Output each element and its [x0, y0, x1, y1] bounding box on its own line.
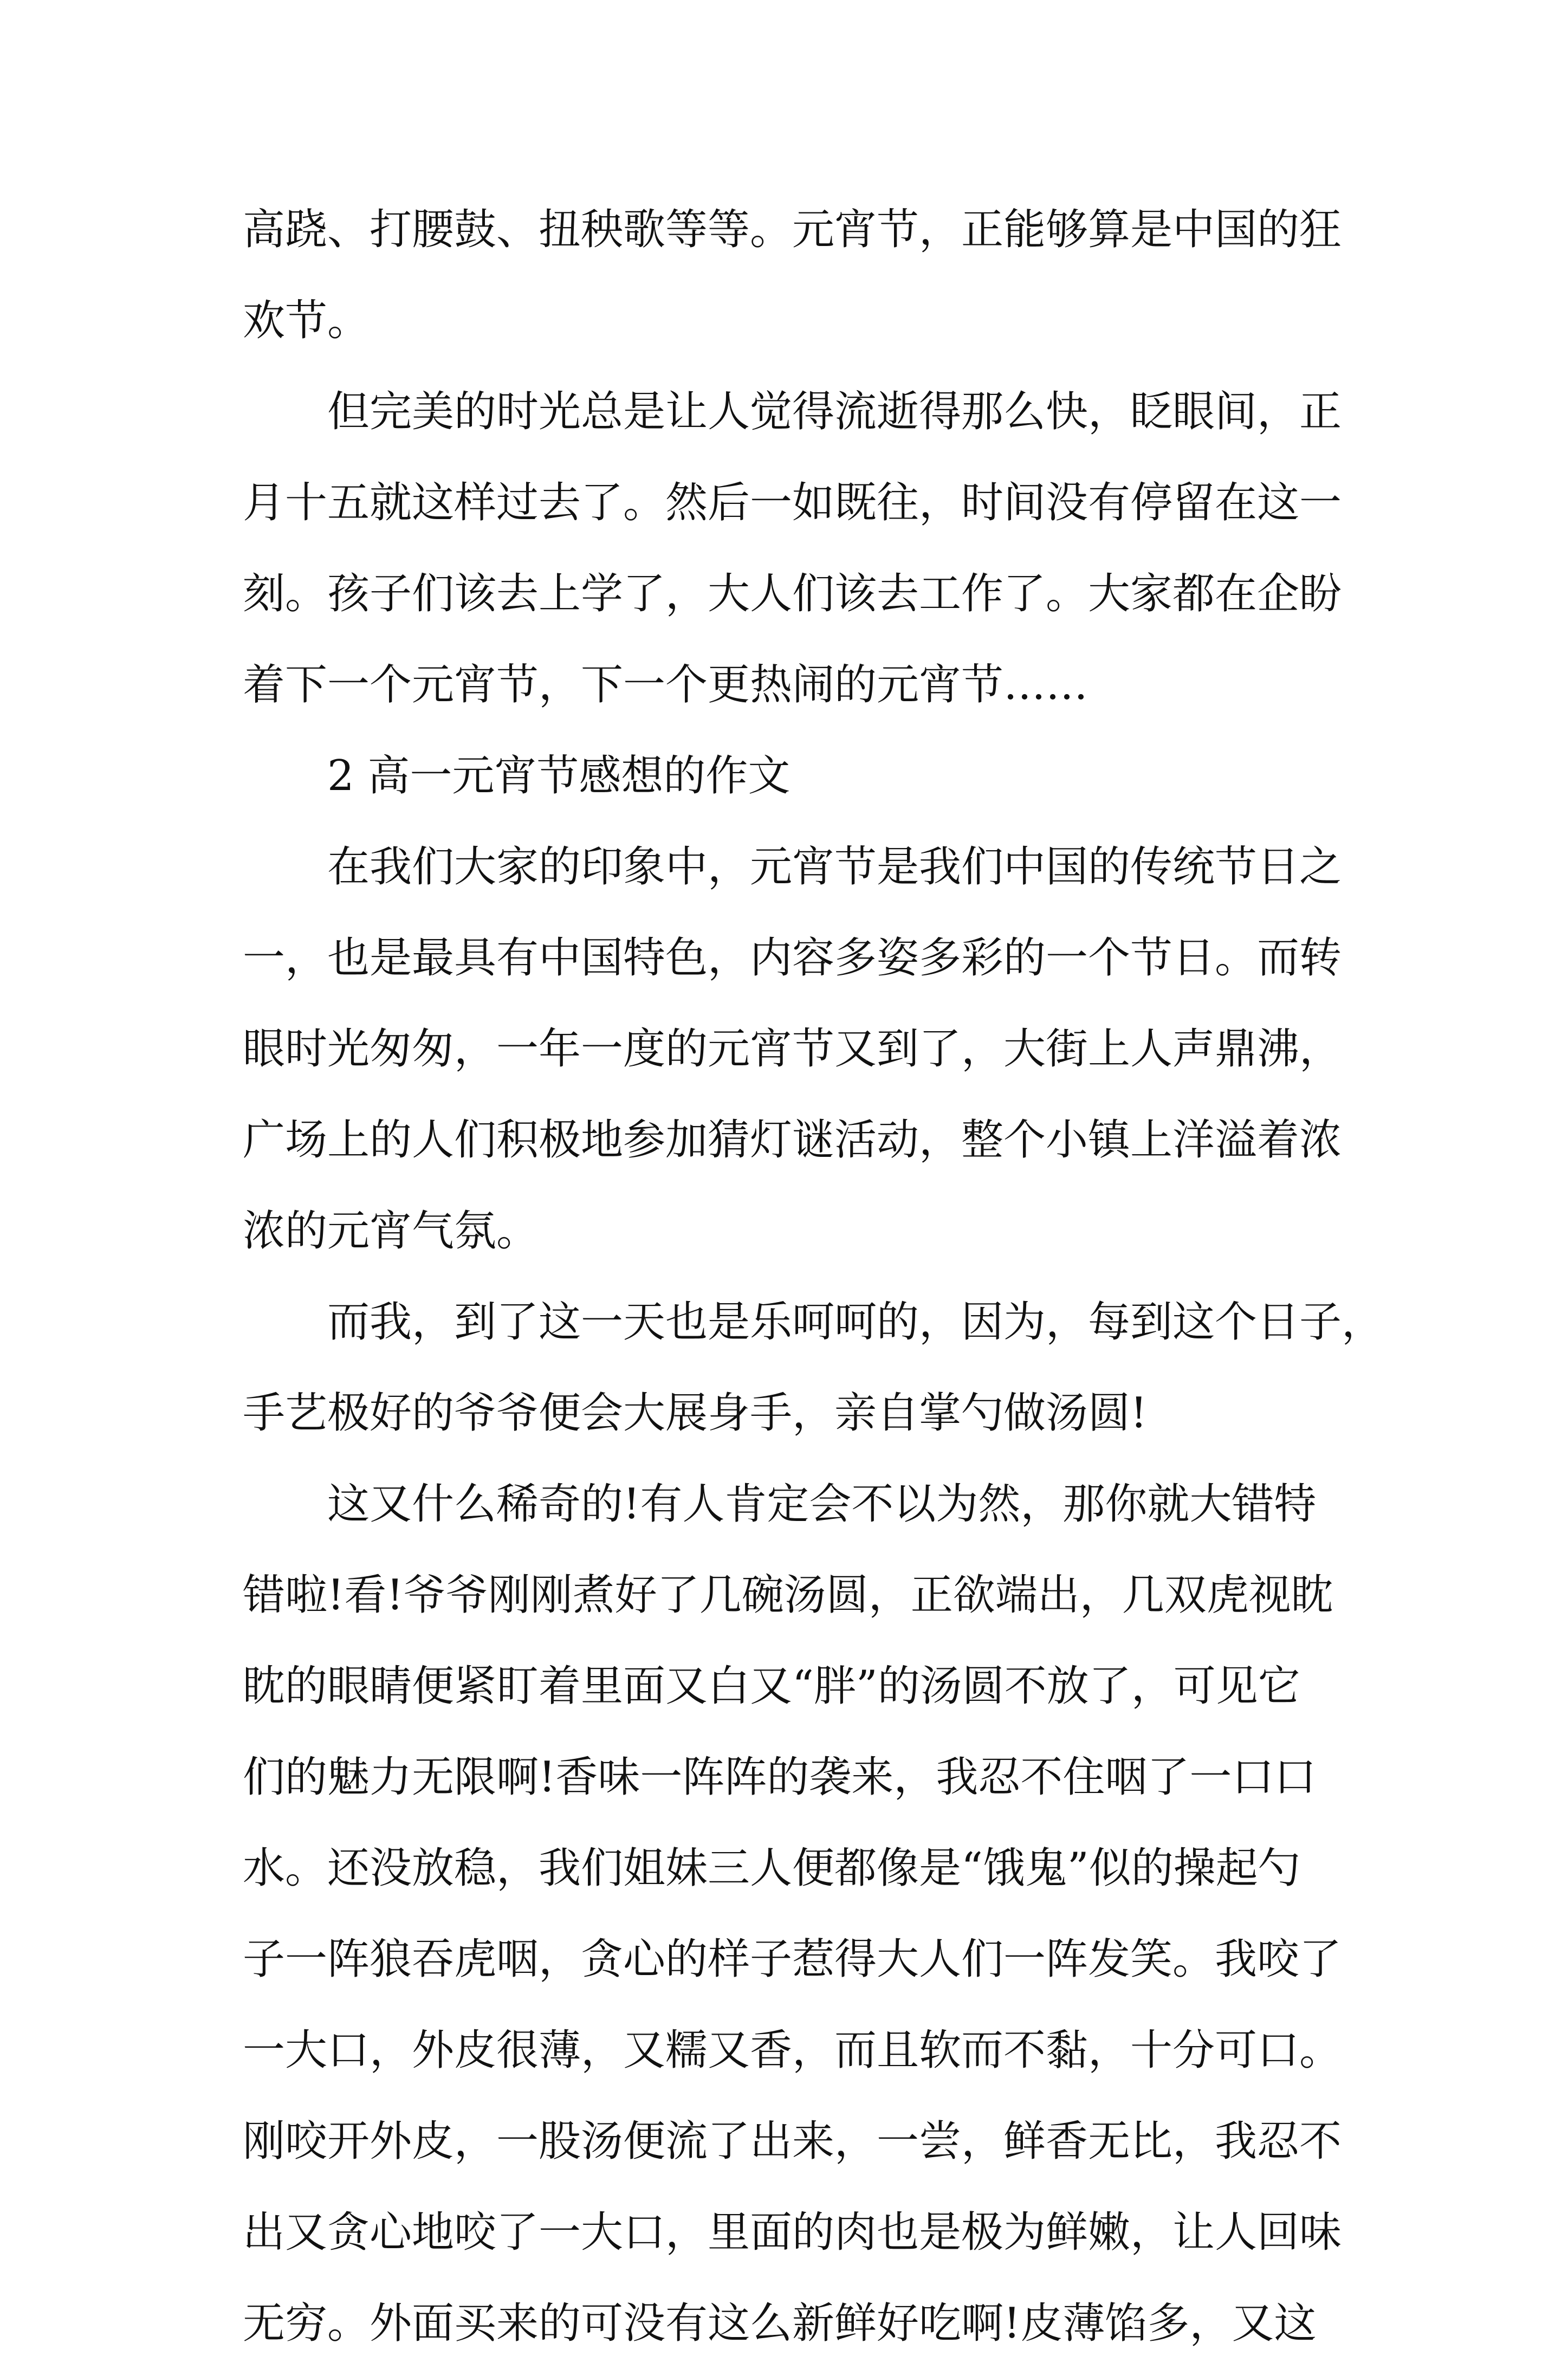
paragraph-start-line: 而我，到了这一天也是乐呵呵的，因为，每到这个日子，	[327, 1298, 1384, 1347]
text-line: 高跷、打腰鼓、扭秧歌等等。元宵节，正能够算是中国的狂	[243, 205, 1342, 254]
paragraph-start-line: 在我们大家的印象中，元宵节是我们中国的传统节日之	[327, 843, 1342, 891]
text-line: 广场上的人们积极地参加猜灯谜活动，整个小镇上洋溢着浓	[243, 1116, 1342, 1164]
text-line: 子一阵狼吞虎咽，贪心的样子惹得大人们一阵发笑。我咬了	[243, 1935, 1342, 1984]
text-line: 无穷。外面买来的可没有这么新鲜好吃啊!皮薄馅多，又这	[243, 2299, 1317, 2348]
text-line: 着下一个元宵节，下一个更热闹的元宵节……	[243, 661, 1088, 709]
section-heading: 2 高一元宵节感想的作文	[327, 752, 791, 800]
paragraph-start-line: 这又什么稀奇的!有人肯定会不以为然，那你就大错特	[327, 1480, 1317, 1529]
text-line: 手艺极好的爷爷便会大展身手，亲自掌勺做汤圆!	[243, 1389, 1148, 1438]
body-text	[243, 184, 1384, 2369]
paragraph-start-line: 但完美的时光总是让人觉得流逝得那么快，眨眼间，正	[327, 387, 1342, 436]
text-line: 刚咬开外皮，一股汤便流了出来，一尝，鲜香无比，我忍不	[243, 2117, 1342, 2166]
text-line: 眈的眼睛便紧盯着里面又白又“胖”的汤圆不放了，可见它	[243, 1662, 1300, 1711]
text-line: 欢节。	[243, 296, 370, 345]
text-line: 们的魅力无限啊!香味一阵阵的袭来，我忍不住咽了一口口	[243, 1753, 1317, 1802]
text-line: 错啦!看!爷爷刚刚煮好了几碗汤圆，正欲端出，几双虎视眈	[243, 1571, 1333, 1620]
text-line: 一，也是最具有中国特色，内容多姿多彩的一个节日。而转	[243, 934, 1342, 982]
text-line: 水。还没放稳，我们姐妹三人便都像是“饿鬼”似的操起勺	[243, 1844, 1300, 1893]
text-line: 刻。孩子们该去上学了，大人们该去工作了。大家都在企盼	[243, 569, 1342, 618]
text-line: 一大口，外皮很薄，又糯又香，而且软而不黏，十分可口。	[243, 2026, 1342, 2075]
text-line: 出又贪心地咬了一大口，里面的肉也是极为鲜嫩，让人回味	[243, 2208, 1342, 2257]
text-line: 眼时光匆匆，一年一度的元宵节又到了，大街上人声鼎沸，	[243, 1025, 1342, 1073]
text-line: 月十五就这样过去了。然后一如既往，时间没有停留在这一	[243, 478, 1342, 527]
text-line: 浓的元宵气氛。	[243, 1207, 539, 1255]
